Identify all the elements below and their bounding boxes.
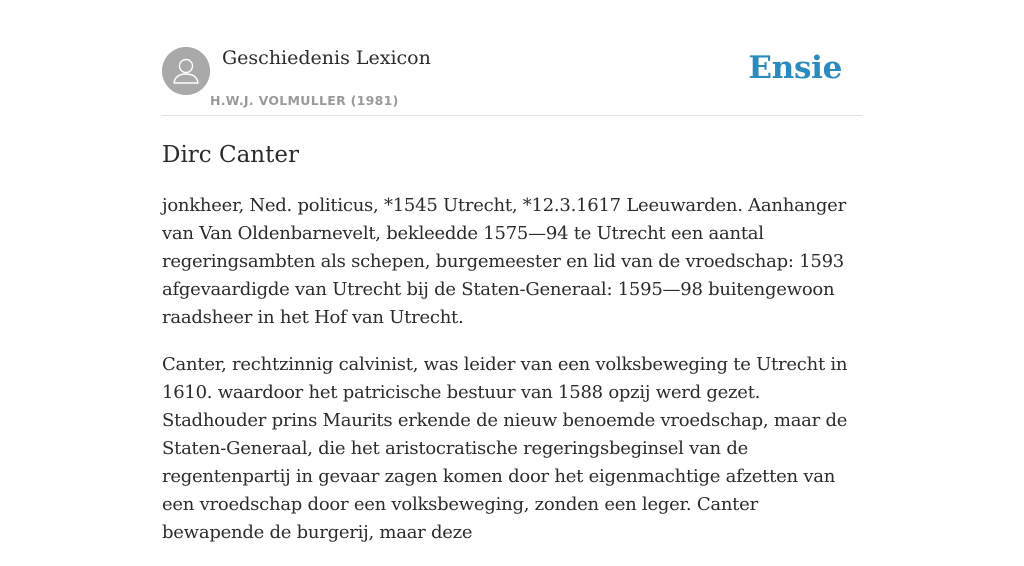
- person-icon[interactable]: [162, 47, 210, 95]
- source-author: H.W.J. VOLMULLER (1981): [210, 93, 399, 108]
- article-body: [162, 192, 862, 566]
- article-paragraph: jonkheer, Ned. politicus, *1545 Utrecht, *12.3.1617 Leeuwarden. Aanhanger van Van Oldenbarnevelt, bekleedde 1575—94 te Utrecht een aantal regeringsambten als schepen, burgemeester en lid van de vroedschap: 1593 afgevaardigde van Utrecht bij de Staten-Generaal: 1595—98 buitengewoon raadsheer in het Hof van Utrecht.: [162, 195, 846, 328]
- brand-logo[interactable]: Ensie: [748, 50, 842, 86]
- source-header: [162, 46, 862, 116]
- article-title: Dirc Canter: [162, 142, 299, 168]
- source-title[interactable]: Geschiedenis Lexicon: [222, 47, 431, 69]
- article-paragraph: Canter, rechtzinnig calvinist, was leider van een volksbeweging te Utrecht in 1610. waardoor het patricische bestuur van 1588 opzij werd gezet. Stadhouder prins Maurits erkende de nieuw benoemde vroedschap, maar de Staten-Generaal, die het aristocratische regeringsbeginsel van de regentenpartij in gevaar zagen komen door het eigenmachtige afzetten van een vroedschap door een volksbeweging, zonden een leger. Canter bewapende de burgerij, maar deze: [162, 354, 848, 543]
